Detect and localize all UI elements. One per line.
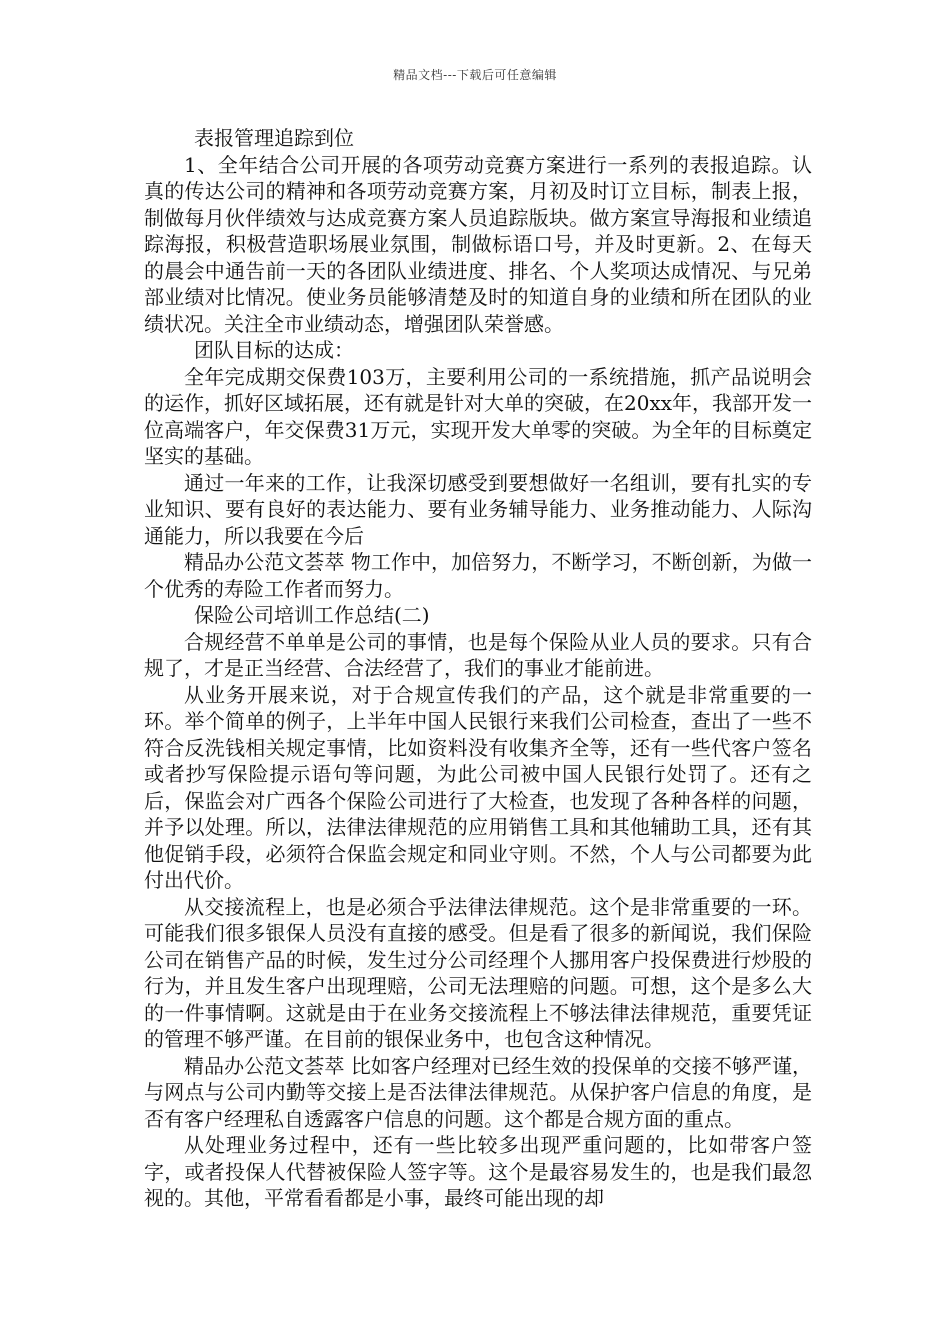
paragraph: 通过一年来的工作，让我深切感受到要想做好一名组训，要有扎实的专业知识、要有良好的表达能力、要有业务辅导能力、业务推动能力、人际沟通能力，所以我要在今后 [144, 470, 812, 548]
paragraph: 1、全年结合公司开展的各项劳动竞赛方案进行一系列的表报追踪。认真的传达公司的精神和各项劳动竞赛方案，月初及时订立目标，制表上报，制做每月伙伴绩效与达成竞赛方案人员追踪版块。做方案宣导海报和业绩追踪海报，积极营造职场展业氛围，制做标语口号，并及时更新。2、在每天的晨会中通告前一天的各团队业绩进度、排名、个人奖项达成情况、与兄弟部业绩对比情况。使业务员能够清楚及时的知道自身的业绩和所在团队的业绩状况。关注全市业绩动态，增强团队荣誉感。 [144, 152, 812, 336]
section-heading: 保险公司培训工作总结(二) [194, 603, 430, 627]
page-header: 精品文档---下载后可任意编辑 [393, 68, 557, 82]
paragraph: 从业务开展来说，对于合规宣传我们的产品，这个就是非常重要的一环。举个简单的例子，上半年中国人民银行来我们公司检查，查出了一些不符合反洗钱相关规定事情，比如资料没有收集齐全等，还有一些代客户签名或者抄写保险提示语句等问题，为此公司被中国人民银行处罚了。还有之后，保监会对广西各个保险公司进行了大检查，也发现了各种各样的问题，并予以处理。所以，法律法律规范的应用销售工具和其他辅助工具，还有其他促销手段，必须符合保监会规定和同业守则。不然，个人与公司都要为此付出代价。 [144, 682, 812, 892]
document-body [144, 125, 812, 1212]
section-heading: 团队目标的达成： [194, 338, 354, 362]
paragraph: 合规经营不单单是公司的事情，也是每个保险从业人员的要求。只有合规了，才是正当经营、合法经营了，我们的事业才能前进。 [144, 629, 812, 680]
paragraph: 从交接流程上，也是必须合乎法律法律规范。这个是非常重要的一环。可能我们很多银保人员没有直接的感受。但是看了很多的新闻说，我们保险公司在销售产品的时候，发生过分公司经理个人挪用客户投保费进行炒股的行为，并且发生客户出现理赔，公司无法理赔的问题。可想，这个是多么大的一件事情啊。这就是由于在业务交接流程上不够法律法律规范，重要凭证的管理不够严谨。在目前的银保业务中，也包含这种情况。 [144, 894, 812, 1051]
paragraph: 精品办公范文荟萃 比如客户经理对已经生效的投保单的交接不够严谨，与网点与公司内勤等交接上是否法律法律规范。从保护客户信息的角度，是否有客户经理私自透露客户信息的问题。这个都是合规方面的重点。 [144, 1053, 812, 1131]
section-heading: 表报管理追踪到位 [194, 126, 354, 150]
paragraph: 精品办公范文荟萃 物工作中，加倍努力，不断学习，不断创新，为做一个优秀的寿险工作者而努力。 [144, 550, 812, 601]
paragraph: 全年完成期交保费103万，主要利用公司的一系统措施，抓产品说明会的运作，抓好区域拓展，还有就是针对大单的突破，在20xx年，我部开发一位高端客户，年交保费31万元，实现开发大单零的突破。为全年的目标奠定坚实的基础。 [144, 364, 813, 468]
paragraph: 从处理业务过程中，还有一些比较多出现严重问题的，比如带客户签字，或者投保人代替被保险人签字等。这个是最容易发生的，也是我们最忽视的。其他，平常看看都是小事，最终可能出现的却 [144, 1133, 812, 1210]
